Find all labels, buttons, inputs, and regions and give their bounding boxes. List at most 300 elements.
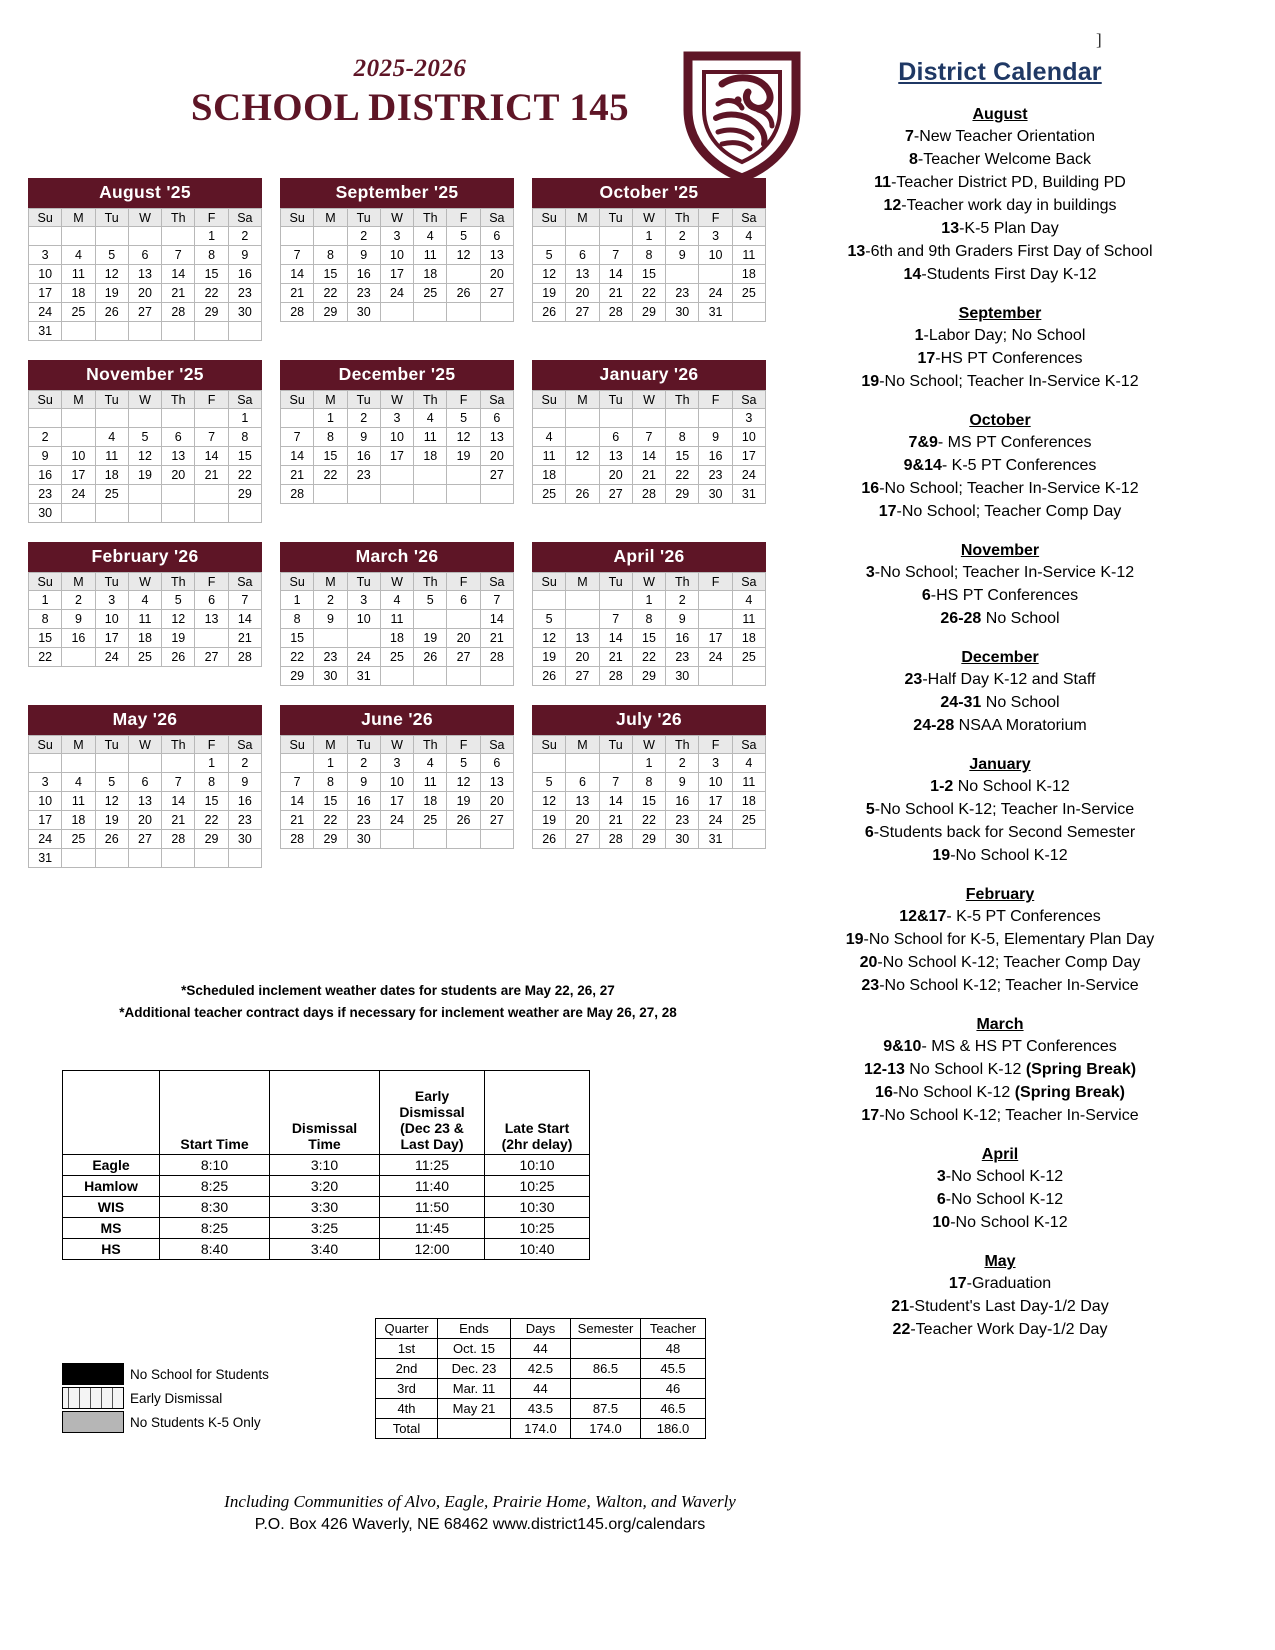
day-cell[interactable]: 27 bbox=[599, 485, 632, 504]
day-cell[interactable]: 29 bbox=[314, 303, 347, 322]
day-cell[interactable]: 29 bbox=[195, 303, 228, 322]
day-cell[interactable]: 10 bbox=[380, 773, 413, 792]
day-cell[interactable]: 17 bbox=[380, 265, 413, 284]
day-cell[interactable]: 9 bbox=[347, 428, 380, 447]
day-cell[interactable]: 17 bbox=[380, 447, 413, 466]
day-cell[interactable]: 31 bbox=[29, 849, 62, 868]
day-cell[interactable]: 30 bbox=[347, 303, 380, 322]
day-cell[interactable]: 25 bbox=[732, 811, 765, 830]
day-cell[interactable]: 28 bbox=[281, 303, 314, 322]
day-cell[interactable]: 14 bbox=[480, 610, 513, 629]
day-cell[interactable]: 21 bbox=[599, 811, 632, 830]
day-cell[interactable]: 3 bbox=[29, 246, 62, 265]
day-cell[interactable]: 18 bbox=[380, 629, 413, 648]
day-cell[interactable]: 12 bbox=[533, 792, 566, 811]
day-cell[interactable]: 19 bbox=[447, 265, 480, 284]
day-cell[interactable]: 12 bbox=[447, 428, 480, 447]
day-cell[interactable]: 1 bbox=[29, 591, 62, 610]
day-cell[interactable]: 8 bbox=[314, 428, 347, 447]
day-cell[interactable]: 14 bbox=[632, 447, 665, 466]
day-cell[interactable]: 27 bbox=[195, 648, 228, 667]
day-cell[interactable]: 14 bbox=[281, 265, 314, 284]
day-cell[interactable]: 20 bbox=[480, 792, 513, 811]
day-cell[interactable]: 22 bbox=[281, 648, 314, 667]
day-cell[interactable]: 7 bbox=[632, 428, 665, 447]
day-cell[interactable]: 29 bbox=[632, 830, 665, 849]
day-cell[interactable]: 19 bbox=[447, 792, 480, 811]
day-cell[interactable]: 9 bbox=[699, 428, 732, 447]
day-cell[interactable]: 5 bbox=[447, 754, 480, 773]
day-cell[interactable]: 22 bbox=[228, 466, 261, 485]
day-cell[interactable]: 1 bbox=[632, 754, 665, 773]
day-cell[interactable]: 22 bbox=[195, 811, 228, 830]
day-cell[interactable]: 27 bbox=[566, 830, 599, 849]
day-cell[interactable]: 28 bbox=[228, 648, 261, 667]
day-cell[interactable]: 22 bbox=[314, 466, 347, 485]
day-cell[interactable]: 6 bbox=[566, 773, 599, 792]
day-cell[interactable]: 11 bbox=[732, 246, 765, 265]
day-cell[interactable]: 17 bbox=[347, 629, 380, 648]
day-cell[interactable]: 3 bbox=[29, 773, 62, 792]
day-cell[interactable]: 10 bbox=[380, 246, 413, 265]
day-cell[interactable]: 8 bbox=[666, 428, 699, 447]
day-cell[interactable]: 29 bbox=[314, 485, 347, 504]
day-cell[interactable]: 25 bbox=[128, 648, 161, 667]
day-cell[interactable]: 28 bbox=[281, 830, 314, 849]
day-cell[interactable]: 9 bbox=[666, 610, 699, 629]
day-cell[interactable]: 8 bbox=[228, 428, 261, 447]
day-cell[interactable]: 11 bbox=[380, 610, 413, 629]
day-cell[interactable]: 22 bbox=[195, 284, 228, 303]
day-cell[interactable]: 2 bbox=[29, 428, 62, 447]
day-cell[interactable]: 3 bbox=[699, 227, 732, 246]
day-cell[interactable]: 13 bbox=[195, 610, 228, 629]
day-cell[interactable]: 27 bbox=[480, 811, 513, 830]
day-cell[interactable]: 12 bbox=[533, 265, 566, 284]
day-cell[interactable]: 18 bbox=[732, 629, 765, 648]
day-cell[interactable]: 22 bbox=[314, 811, 347, 830]
day-cell[interactable]: 17 bbox=[732, 447, 765, 466]
day-cell[interactable]: 23 bbox=[228, 811, 261, 830]
day-cell[interactable]: 7 bbox=[599, 773, 632, 792]
day-cell[interactable]: 30 bbox=[228, 830, 261, 849]
day-cell[interactable]: 6 bbox=[566, 610, 599, 629]
day-cell[interactable]: 13 bbox=[566, 792, 599, 811]
day-cell[interactable]: 11 bbox=[732, 610, 765, 629]
day-cell[interactable]: 6 bbox=[128, 773, 161, 792]
day-cell[interactable]: 31 bbox=[380, 485, 413, 504]
day-cell[interactable]: 16 bbox=[699, 447, 732, 466]
day-cell[interactable]: 11 bbox=[62, 265, 95, 284]
day-cell[interactable]: 1 bbox=[195, 227, 228, 246]
day-cell[interactable]: 8 bbox=[632, 246, 665, 265]
day-cell[interactable]: 25 bbox=[414, 284, 447, 303]
day-cell[interactable]: 24 bbox=[380, 811, 413, 830]
day-cell[interactable]: 16 bbox=[347, 792, 380, 811]
day-cell[interactable]: 28 bbox=[195, 485, 228, 504]
day-cell[interactable]: 24 bbox=[95, 648, 128, 667]
day-cell[interactable]: 7 bbox=[195, 428, 228, 447]
day-cell[interactable]: 23 bbox=[666, 811, 699, 830]
day-cell[interactable]: 9 bbox=[314, 610, 347, 629]
day-cell[interactable]: 9 bbox=[228, 246, 261, 265]
day-cell[interactable]: 20 bbox=[128, 811, 161, 830]
day-cell[interactable]: 15 bbox=[228, 447, 261, 466]
day-cell[interactable]: 6 bbox=[128, 246, 161, 265]
day-cell[interactable]: 9 bbox=[666, 773, 699, 792]
day-cell[interactable]: 21 bbox=[162, 811, 195, 830]
day-cell[interactable]: 25 bbox=[62, 303, 95, 322]
day-cell[interactable]: 18 bbox=[414, 447, 447, 466]
day-cell[interactable]: 4 bbox=[414, 227, 447, 246]
day-cell[interactable]: 4 bbox=[732, 754, 765, 773]
day-cell[interactable]: 26 bbox=[95, 303, 128, 322]
day-cell[interactable]: 2 bbox=[666, 227, 699, 246]
day-cell[interactable]: 10 bbox=[380, 428, 413, 447]
day-cell[interactable]: 22 bbox=[632, 284, 665, 303]
day-cell[interactable]: 16 bbox=[666, 792, 699, 811]
day-cell[interactable]: 5 bbox=[162, 591, 195, 610]
day-cell[interactable]: 1 bbox=[281, 591, 314, 610]
day-cell[interactable]: 12 bbox=[414, 610, 447, 629]
day-cell[interactable]: 29 bbox=[195, 830, 228, 849]
day-cell[interactable]: 13 bbox=[480, 246, 513, 265]
day-cell[interactable]: 22 bbox=[314, 284, 347, 303]
day-cell[interactable]: 12 bbox=[447, 246, 480, 265]
day-cell[interactable]: 17 bbox=[29, 284, 62, 303]
day-cell[interactable]: 19 bbox=[447, 447, 480, 466]
day-cell[interactable]: 4 bbox=[380, 591, 413, 610]
day-cell[interactable]: 15 bbox=[195, 792, 228, 811]
day-cell[interactable]: 6 bbox=[480, 227, 513, 246]
day-cell[interactable]: 3 bbox=[347, 591, 380, 610]
day-cell[interactable]: 9 bbox=[666, 246, 699, 265]
day-cell[interactable]: 7 bbox=[281, 428, 314, 447]
day-cell[interactable]: 11 bbox=[95, 447, 128, 466]
day-cell[interactable]: 4 bbox=[62, 246, 95, 265]
day-cell[interactable]: 26 bbox=[533, 830, 566, 849]
day-cell[interactable]: 19 bbox=[533, 811, 566, 830]
day-cell[interactable]: 21 bbox=[480, 629, 513, 648]
day-cell[interactable]: 8 bbox=[632, 773, 665, 792]
day-cell[interactable]: 24 bbox=[380, 284, 413, 303]
day-cell[interactable]: 12 bbox=[162, 610, 195, 629]
day-cell[interactable]: 13 bbox=[599, 447, 632, 466]
day-cell[interactable]: 5 bbox=[95, 246, 128, 265]
day-cell[interactable]: 3 bbox=[699, 754, 732, 773]
day-cell[interactable]: 23 bbox=[347, 811, 380, 830]
day-cell[interactable]: 6 bbox=[599, 428, 632, 447]
day-cell[interactable]: 26 bbox=[162, 648, 195, 667]
day-cell[interactable]: 19 bbox=[533, 284, 566, 303]
day-cell[interactable]: 19 bbox=[95, 284, 128, 303]
day-cell[interactable]: 7 bbox=[281, 246, 314, 265]
day-cell[interactable]: 10 bbox=[732, 428, 765, 447]
day-cell[interactable]: 2 bbox=[314, 591, 347, 610]
day-cell[interactable]: 22 bbox=[632, 648, 665, 667]
day-cell[interactable]: 3 bbox=[380, 409, 413, 428]
day-cell[interactable]: 19 bbox=[414, 629, 447, 648]
day-cell[interactable]: 24 bbox=[347, 648, 380, 667]
day-cell[interactable]: 18 bbox=[62, 284, 95, 303]
day-cell[interactable]: 18 bbox=[414, 792, 447, 811]
day-cell[interactable]: 13 bbox=[566, 629, 599, 648]
day-cell[interactable]: 24 bbox=[699, 811, 732, 830]
day-cell[interactable]: 18 bbox=[128, 629, 161, 648]
day-cell[interactable]: 18 bbox=[533, 466, 566, 485]
day-cell[interactable]: 4 bbox=[533, 428, 566, 447]
day-cell[interactable]: 25 bbox=[62, 830, 95, 849]
day-cell[interactable]: 9 bbox=[62, 610, 95, 629]
day-cell[interactable]: 14 bbox=[162, 792, 195, 811]
day-cell[interactable]: 21 bbox=[281, 811, 314, 830]
day-cell[interactable]: 31 bbox=[347, 667, 380, 686]
day-cell[interactable]: 26 bbox=[128, 485, 161, 504]
day-cell[interactable]: 25 bbox=[95, 485, 128, 504]
day-cell[interactable]: 14 bbox=[162, 265, 195, 284]
day-cell[interactable]: 6 bbox=[447, 591, 480, 610]
day-cell[interactable]: 26 bbox=[566, 485, 599, 504]
day-cell[interactable]: 3 bbox=[732, 409, 765, 428]
day-cell[interactable]: 10 bbox=[699, 773, 732, 792]
day-cell[interactable]: 23 bbox=[228, 284, 261, 303]
day-cell[interactable]: 7 bbox=[480, 591, 513, 610]
day-cell[interactable]: 15 bbox=[29, 629, 62, 648]
day-cell[interactable]: 1 bbox=[195, 754, 228, 773]
day-cell[interactable]: 5 bbox=[95, 773, 128, 792]
day-cell[interactable]: 12 bbox=[128, 447, 161, 466]
day-cell[interactable]: 5 bbox=[447, 409, 480, 428]
day-cell[interactable]: 7 bbox=[162, 246, 195, 265]
day-cell[interactable]: 13 bbox=[128, 792, 161, 811]
day-cell[interactable]: 11 bbox=[62, 792, 95, 811]
day-cell[interactable]: 28 bbox=[281, 485, 314, 504]
day-cell[interactable]: 1 bbox=[228, 409, 261, 428]
day-cell[interactable]: 19 bbox=[566, 466, 599, 485]
day-cell[interactable]: 11 bbox=[414, 246, 447, 265]
day-cell[interactable]: 27 bbox=[480, 466, 513, 485]
day-cell[interactable]: 9 bbox=[347, 773, 380, 792]
day-cell[interactable]: 28 bbox=[599, 303, 632, 322]
day-cell[interactable]: 21 bbox=[599, 648, 632, 667]
day-cell[interactable]: 18 bbox=[414, 265, 447, 284]
day-cell[interactable]: 8 bbox=[195, 246, 228, 265]
day-cell[interactable]: 17 bbox=[380, 792, 413, 811]
day-cell[interactable]: 2 bbox=[62, 591, 95, 610]
day-cell[interactable]: 26 bbox=[447, 811, 480, 830]
day-cell[interactable]: 23 bbox=[347, 466, 380, 485]
day-cell[interactable]: 5 bbox=[447, 227, 480, 246]
day-cell[interactable]: 15 bbox=[314, 792, 347, 811]
day-cell[interactable]: 20 bbox=[566, 648, 599, 667]
day-cell[interactable]: 8 bbox=[29, 610, 62, 629]
day-cell[interactable]: 28 bbox=[599, 830, 632, 849]
day-cell[interactable]: 28 bbox=[480, 648, 513, 667]
day-cell[interactable]: 22 bbox=[666, 466, 699, 485]
day-cell[interactable]: 27 bbox=[566, 667, 599, 686]
day-cell[interactable]: 10 bbox=[29, 792, 62, 811]
day-cell[interactable]: 1 bbox=[632, 227, 665, 246]
day-cell[interactable]: 20 bbox=[195, 629, 228, 648]
day-cell[interactable]: 14 bbox=[599, 265, 632, 284]
day-cell[interactable]: 19 bbox=[95, 811, 128, 830]
day-cell[interactable]: 5 bbox=[533, 246, 566, 265]
day-cell[interactable]: 11 bbox=[414, 773, 447, 792]
day-cell[interactable]: 25 bbox=[414, 466, 447, 485]
day-cell[interactable]: 30 bbox=[347, 830, 380, 849]
day-cell[interactable]: 29 bbox=[228, 485, 261, 504]
day-cell[interactable]: 17 bbox=[29, 811, 62, 830]
day-cell[interactable]: 13 bbox=[447, 610, 480, 629]
day-cell[interactable]: 5 bbox=[414, 591, 447, 610]
day-cell[interactable]: 25 bbox=[732, 648, 765, 667]
day-cell[interactable]: 30 bbox=[666, 667, 699, 686]
day-cell[interactable]: 20 bbox=[480, 265, 513, 284]
day-cell[interactable]: 6 bbox=[480, 754, 513, 773]
day-cell[interactable]: 2 bbox=[228, 227, 261, 246]
day-cell[interactable]: 7 bbox=[228, 591, 261, 610]
day-cell[interactable]: 12 bbox=[447, 773, 480, 792]
day-cell[interactable]: 2 bbox=[347, 409, 380, 428]
day-cell[interactable]: 27 bbox=[447, 648, 480, 667]
day-cell[interactable]: 26 bbox=[95, 830, 128, 849]
day-cell[interactable]: 28 bbox=[162, 830, 195, 849]
day-cell[interactable]: 6 bbox=[162, 428, 195, 447]
day-cell[interactable]: 3 bbox=[380, 754, 413, 773]
day-cell[interactable]: 9 bbox=[228, 773, 261, 792]
day-cell[interactable]: 20 bbox=[566, 284, 599, 303]
day-cell[interactable]: 13 bbox=[480, 773, 513, 792]
day-cell[interactable]: 17 bbox=[699, 792, 732, 811]
day-cell[interactable]: 24 bbox=[62, 485, 95, 504]
day-cell[interactable]: 21 bbox=[228, 629, 261, 648]
day-cell[interactable]: 24 bbox=[699, 284, 732, 303]
day-cell[interactable]: 8 bbox=[314, 773, 347, 792]
day-cell[interactable]: 10 bbox=[699, 246, 732, 265]
day-cell[interactable]: 15 bbox=[632, 629, 665, 648]
day-cell[interactable]: 26 bbox=[447, 284, 480, 303]
day-cell[interactable]: 31 bbox=[732, 485, 765, 504]
day-cell[interactable]: 3 bbox=[699, 591, 732, 610]
day-cell[interactable]: 23 bbox=[29, 485, 62, 504]
day-cell[interactable]: 31 bbox=[699, 830, 732, 849]
day-cell[interactable]: 19 bbox=[533, 648, 566, 667]
day-cell[interactable]: 28 bbox=[599, 667, 632, 686]
day-cell[interactable]: 23 bbox=[62, 648, 95, 667]
day-cell[interactable]: 14 bbox=[281, 792, 314, 811]
day-cell[interactable]: 31 bbox=[699, 303, 732, 322]
day-cell[interactable]: 14 bbox=[281, 447, 314, 466]
day-cell[interactable]: 9 bbox=[347, 246, 380, 265]
day-cell[interactable]: 22 bbox=[29, 648, 62, 667]
day-cell[interactable]: 17 bbox=[62, 466, 95, 485]
day-cell[interactable]: 10 bbox=[699, 610, 732, 629]
day-cell[interactable]: 26 bbox=[447, 466, 480, 485]
day-cell[interactable]: 7 bbox=[281, 773, 314, 792]
day-cell[interactable]: 6 bbox=[195, 591, 228, 610]
day-cell[interactable]: 2 bbox=[666, 754, 699, 773]
day-cell[interactable]: 16 bbox=[62, 629, 95, 648]
day-cell[interactable]: 15 bbox=[195, 265, 228, 284]
day-cell[interactable]: 5 bbox=[533, 610, 566, 629]
day-cell[interactable]: 3 bbox=[62, 428, 95, 447]
day-cell[interactable]: 29 bbox=[314, 830, 347, 849]
day-cell[interactable]: 23 bbox=[666, 284, 699, 303]
day-cell[interactable]: 7 bbox=[162, 773, 195, 792]
day-cell[interactable]: 1 bbox=[666, 409, 699, 428]
day-cell[interactable]: 18 bbox=[732, 265, 765, 284]
day-cell[interactable]: 4 bbox=[732, 591, 765, 610]
day-cell[interactable]: 19 bbox=[128, 466, 161, 485]
day-cell[interactable]: 21 bbox=[281, 284, 314, 303]
day-cell[interactable]: 17 bbox=[699, 629, 732, 648]
day-cell[interactable]: 16 bbox=[228, 265, 261, 284]
day-cell[interactable]: 13 bbox=[128, 265, 161, 284]
day-cell[interactable]: 25 bbox=[414, 811, 447, 830]
day-cell[interactable]: 8 bbox=[281, 610, 314, 629]
day-cell[interactable]: 26 bbox=[533, 667, 566, 686]
day-cell[interactable]: 16 bbox=[347, 447, 380, 466]
day-cell[interactable]: 4 bbox=[414, 754, 447, 773]
day-cell[interactable]: 21 bbox=[599, 284, 632, 303]
day-cell[interactable]: 20 bbox=[447, 629, 480, 648]
day-cell[interactable]: 23 bbox=[347, 284, 380, 303]
day-cell[interactable]: 16 bbox=[29, 466, 62, 485]
day-cell[interactable]: 21 bbox=[195, 466, 228, 485]
day-cell[interactable]: 1 bbox=[314, 754, 347, 773]
day-cell[interactable]: 24 bbox=[29, 303, 62, 322]
day-cell[interactable]: 1 bbox=[314, 227, 347, 246]
day-cell[interactable]: 18 bbox=[62, 811, 95, 830]
day-cell[interactable]: 17 bbox=[95, 629, 128, 648]
day-cell[interactable]: 23 bbox=[699, 466, 732, 485]
day-cell[interactable]: 24 bbox=[699, 648, 732, 667]
day-cell[interactable]: 4 bbox=[732, 227, 765, 246]
day-cell[interactable]: 13 bbox=[566, 265, 599, 284]
day-cell[interactable]: 1 bbox=[632, 591, 665, 610]
day-cell[interactable]: 30 bbox=[666, 303, 699, 322]
day-cell[interactable]: 1 bbox=[314, 409, 347, 428]
day-cell[interactable]: 29 bbox=[632, 303, 665, 322]
day-cell[interactable]: 30 bbox=[228, 303, 261, 322]
day-cell[interactable]: 27 bbox=[480, 284, 513, 303]
day-cell[interactable]: 10 bbox=[347, 610, 380, 629]
day-cell[interactable]: 2 bbox=[228, 754, 261, 773]
day-cell[interactable]: 23 bbox=[666, 648, 699, 667]
day-cell[interactable]: 24 bbox=[732, 466, 765, 485]
day-cell[interactable]: 26 bbox=[414, 648, 447, 667]
day-cell[interactable]: 10 bbox=[95, 610, 128, 629]
day-cell[interactable]: 30 bbox=[666, 830, 699, 849]
day-cell[interactable]: 20 bbox=[480, 447, 513, 466]
day-cell[interactable]: 15 bbox=[666, 447, 699, 466]
day-cell[interactable]: 20 bbox=[162, 466, 195, 485]
day-cell[interactable]: 28 bbox=[632, 485, 665, 504]
day-cell[interactable]: 30 bbox=[699, 485, 732, 504]
day-cell[interactable]: 10 bbox=[62, 447, 95, 466]
day-cell[interactable]: 26 bbox=[533, 303, 566, 322]
day-cell[interactable]: 8 bbox=[195, 773, 228, 792]
day-cell[interactable]: 5 bbox=[566, 428, 599, 447]
day-cell[interactable]: 28 bbox=[162, 303, 195, 322]
day-cell[interactable]: 11 bbox=[732, 773, 765, 792]
day-cell[interactable]: 27 bbox=[128, 830, 161, 849]
day-cell[interactable]: 12 bbox=[95, 265, 128, 284]
day-cell[interactable]: 25 bbox=[533, 485, 566, 504]
day-cell[interactable]: 2 bbox=[347, 754, 380, 773]
day-cell[interactable]: 4 bbox=[95, 428, 128, 447]
day-cell[interactable]: 14 bbox=[195, 447, 228, 466]
